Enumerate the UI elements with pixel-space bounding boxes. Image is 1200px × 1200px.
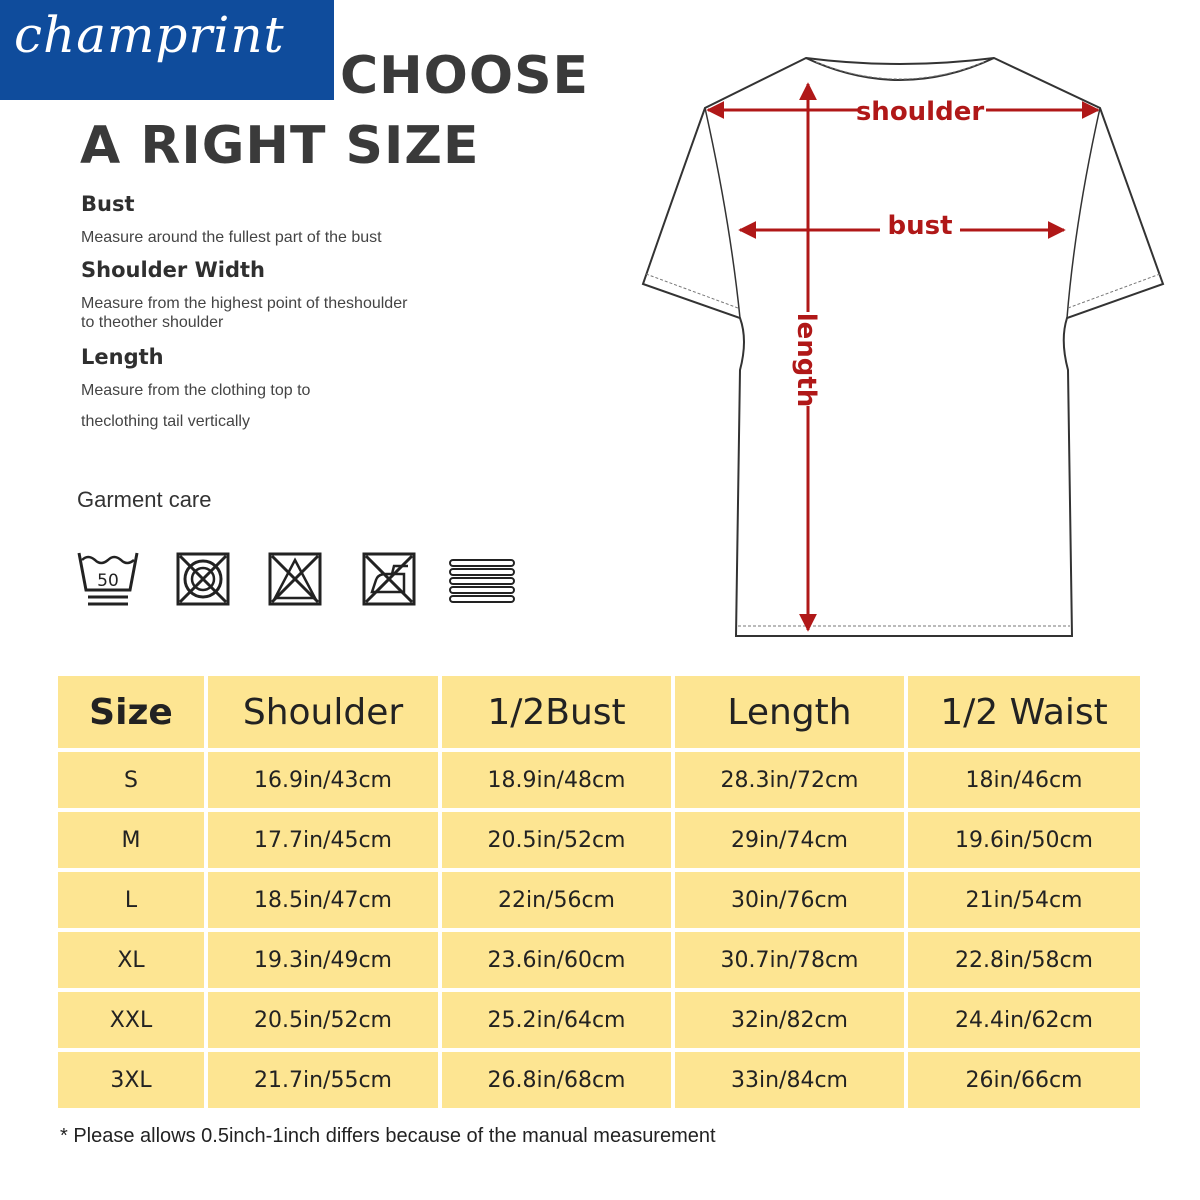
cell-bust: 23.6in/60cm xyxy=(442,932,671,988)
length-term: Length xyxy=(81,345,164,369)
header-shoulder: Shoulder xyxy=(208,676,438,748)
cell-waist: 24.4in/62cm xyxy=(908,992,1140,1048)
bust-label: bust xyxy=(887,211,953,241)
shoulder-term: Shoulder Width xyxy=(81,258,265,282)
table-row xyxy=(58,992,1140,1048)
cell-waist: 18in/46cm xyxy=(908,752,1140,808)
shoulder-desc-line2: to theother shoulder xyxy=(81,314,224,331)
cell-length: 29in/74cm xyxy=(675,812,904,868)
brand-name: champrint xyxy=(14,6,285,64)
wash-temp-label: 50 xyxy=(97,571,119,591)
table-row xyxy=(58,1052,1140,1108)
table-row xyxy=(58,872,1140,928)
do-not-tumble-dry-icon xyxy=(176,552,230,606)
cell-length: 28.3in/72cm xyxy=(675,752,904,808)
cell-size: 3XL xyxy=(58,1052,204,1108)
do-not-bleach-icon xyxy=(268,552,322,606)
size-table xyxy=(54,672,1144,1112)
bust-term: Bust xyxy=(81,192,135,216)
do-not-iron-icon xyxy=(362,552,416,606)
cell-size: S xyxy=(58,752,204,808)
cell-length: 33in/84cm xyxy=(675,1052,904,1108)
wash-50-icon xyxy=(76,550,140,608)
dry-flat-icon xyxy=(448,558,516,604)
header-size: Size xyxy=(58,676,204,748)
cell-shoulder: 18.5in/47cm xyxy=(208,872,438,928)
table-row xyxy=(58,932,1140,988)
shoulder-desc-line1: Measure from the highest point of theshoulder xyxy=(81,295,408,312)
shoulder-label: shoulder xyxy=(855,97,985,127)
headline-line1: CHOOSE xyxy=(340,46,590,106)
headline-line2: A RIGHT SIZE xyxy=(80,116,480,176)
tshirt-diagram xyxy=(630,40,1170,650)
cell-size: XXL xyxy=(58,992,204,1048)
header-waist: 1/2 Waist xyxy=(908,676,1140,748)
header-length: Length xyxy=(675,676,904,748)
cell-size: L xyxy=(58,872,204,928)
cell-bust: 20.5in/52cm xyxy=(442,812,671,868)
tshirt-outline xyxy=(643,58,1163,636)
cell-shoulder: 21.7in/55cm xyxy=(208,1052,438,1108)
measurement-note: * Please allows 0.5inch-1inch differs because of the manual measurement xyxy=(60,1125,716,1147)
brand-logo xyxy=(0,0,334,100)
header-bust: 1/2Bust xyxy=(442,676,671,748)
table-header-row xyxy=(58,676,1140,748)
length-desc-line1: Measure from the clothing top to xyxy=(81,382,311,399)
cell-waist: 19.6in/50cm xyxy=(908,812,1140,868)
cell-waist: 21in/54cm xyxy=(908,872,1140,928)
cell-shoulder: 20.5in/52cm xyxy=(208,992,438,1048)
cell-bust: 22in/56cm xyxy=(442,872,671,928)
cell-length: 32in/82cm xyxy=(675,992,904,1048)
cell-shoulder: 17.7in/45cm xyxy=(208,812,438,868)
cell-shoulder: 19.3in/49cm xyxy=(208,932,438,988)
cell-bust: 26.8in/68cm xyxy=(442,1052,671,1108)
bust-desc: Measure around the fullest part of the bust xyxy=(81,229,382,246)
cell-length: 30.7in/78cm xyxy=(675,932,904,988)
cell-bust: 25.2in/64cm xyxy=(442,992,671,1048)
length-desc-line2: theclothing tail vertically xyxy=(81,413,250,430)
cell-size: M xyxy=(58,812,204,868)
cell-shoulder: 16.9in/43cm xyxy=(208,752,438,808)
cell-waist: 26in/66cm xyxy=(908,1052,1140,1108)
length-label: length xyxy=(791,312,821,408)
cell-size: XL xyxy=(58,932,204,988)
cell-bust: 18.9in/48cm xyxy=(442,752,671,808)
garment-care-title: Garment care xyxy=(77,487,212,512)
table-row xyxy=(58,812,1140,868)
table-row xyxy=(58,752,1140,808)
cell-length: 30in/76cm xyxy=(675,872,904,928)
cell-waist: 22.8in/58cm xyxy=(908,932,1140,988)
